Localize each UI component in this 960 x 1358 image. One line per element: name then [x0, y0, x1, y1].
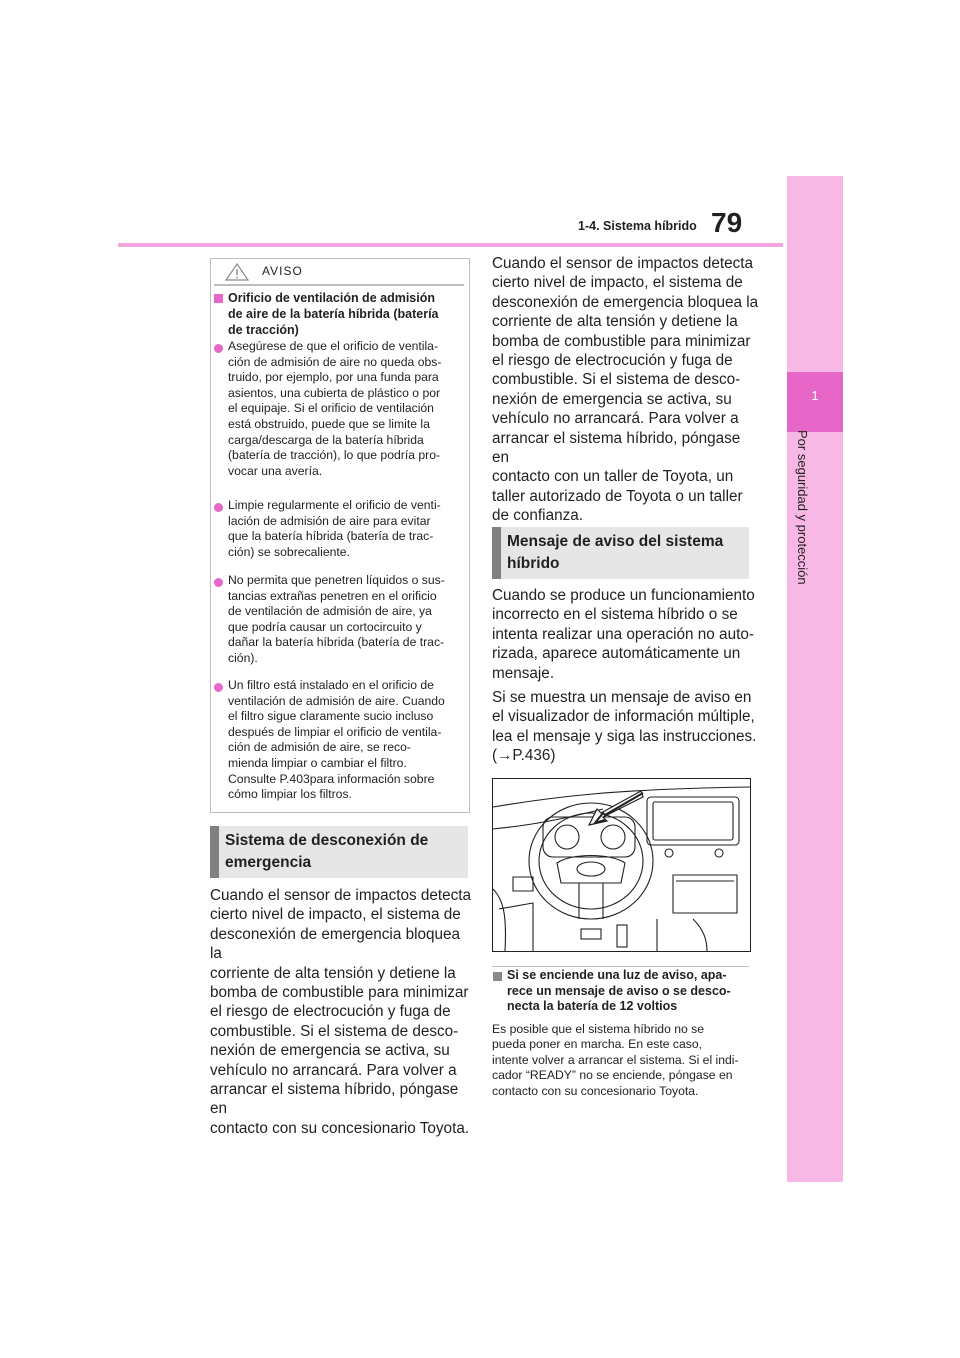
chapter-number: 1	[811, 388, 819, 403]
warning-label: AVISO	[262, 264, 303, 278]
subsection-body: Es posible que el sistema híbrido no se pueda poner en marcha. En este caso, intente volver a arrancar el sistema. Si el indi- cador “READY” no se enciende, póngase en contacto con su concesionario Toyota.	[492, 1022, 739, 1098]
section-title-warning-msg: Mensaje de aviso del sistema híbrido	[507, 533, 724, 572]
warning-bullet-2: Limpie regularmente el orificio de venti- lación de admisión de aire para evitar que la batería híbrida (batería de trac- ción) se sobrecaliente.	[228, 498, 441, 559]
section-title-emergency: Sistema de desconexión de emergencia	[225, 832, 429, 871]
chapter-label: Por seguridad y protección	[795, 430, 810, 585]
section-heading-bar	[492, 527, 501, 579]
bullet-dot	[214, 503, 223, 512]
warning-title: Orificio de ventilación de admisión de aire de la batería híbrida (batería de tracción)	[228, 291, 439, 337]
bullet-dot	[214, 344, 223, 353]
emergency-body: Cuando el sensor de impactos detecta cierto nivel de impacto, el sistema de desconexión de emergencia bloquea la corriente de alta tensión y detiene la bomba de combustible para minimizar el riesgo de electrocución y fuga de combustible. Si el sistema de desco- nexión de emergencia se activa, su vehículo no arrancará. Para volver a arrancar el sistema híbrido, póngase en contacto con su concesionario Toyota.	[210, 887, 472, 1137]
warning-title-marker	[214, 294, 223, 303]
warning-msg-para1: Cuando se produce un funcionamiento incorrecto en el sistema híbrido o se intenta realizar una operación no auto- rizada, aparece automáticamente un mensaje.	[492, 587, 755, 682]
warning-bullet-3: No permita que penetren líquidos o sus- tancias extrañas penetren en el orificio de ventilación de admisión de aire, ya que podría causar un cortocircuito y dañar la batería híbrida (batería de trac- ción).	[228, 573, 445, 665]
chapter-label-vertical	[795, 430, 826, 630]
right-intro-body: Cuando el sensor de impactos detecta cierto nivel de impacto, el sistema de desconexión de emergencia bloquea la corriente de alta tensión y detiene la bomba de combustible para minimizar el riesgo de electrocución y fuga de combustible. Si el sistema de desco- nexión de emergencia se activa, su vehículo no arrancará. Para volver a arrancar el sistema híbrido, póngase en contacto con un taller de Toyota, un taller autorizado de Toyota o un taller de confianza.	[492, 255, 759, 525]
subsection-title: Si se enciende una luz de aviso, apa- rece un mensaje de aviso o se desco- necta la batería de 12 voltios	[507, 968, 731, 1014]
subsection-separator	[492, 966, 749, 967]
bullet-dot	[214, 578, 223, 587]
warning-separator	[214, 284, 464, 286]
dashboard-drawing	[493, 779, 750, 951]
dashboard-illustration	[492, 778, 751, 952]
header-rule	[118, 243, 783, 247]
subsection-marker	[493, 972, 502, 981]
warning-triangle-icon	[224, 262, 250, 282]
section-heading-bar	[210, 826, 219, 878]
warning-msg-para2: Si se muestra un mensaje de aviso en el visualizador de información múltiple, lea el mensaje y siga las instrucciones. (→P.436)	[492, 689, 757, 765]
bullet-dot	[214, 683, 223, 692]
side-tab-strip	[787, 176, 843, 1182]
page-number: 79	[711, 207, 743, 238]
warning-bullet-4: Un filtro está instalado en el orificio de ventilación de admisión de aire. Cuando el filtro sigue claramente sucio incluso después de limpiar el orificio de ventila- ción de admisión de aire, se reco- mienda limpiar o cambiar el filtro. Consulte P.403para información sobre cómo limpiar los filtros.	[228, 678, 445, 802]
warning-bullet-1: Asegúrese de que el orificio de ventila- ción de admisión de aire no queda obs- truido, por ejemplo, por una funda para asientos, una cubierta de plástico o por el equipaje. Si el orificio de ventilación está obstruido, puede que se limite la carga/descarga de la batería híbrida (batería de tracción), lo que podría pro- vocar una avería.	[228, 339, 442, 478]
section-header: 1-4. Sistema híbrido	[578, 219, 697, 233]
